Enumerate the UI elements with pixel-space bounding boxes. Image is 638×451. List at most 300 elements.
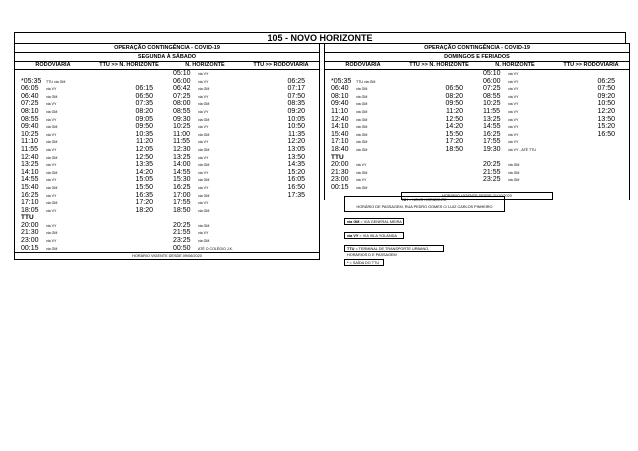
route-variant: via GM <box>46 170 58 175</box>
table-cell <box>91 192 167 200</box>
route-variant: via VY <box>198 94 209 99</box>
legend-key: NH <box>402 198 408 202</box>
departure-time: 05:10 <box>173 70 191 77</box>
departure-time: 09:40 <box>21 123 39 131</box>
legend-gm <box>344 218 404 225</box>
table-cell <box>243 161 319 169</box>
departure-time: 10:25 <box>173 123 191 131</box>
table-cell <box>325 161 401 169</box>
table-cell <box>553 169 629 177</box>
route-variant: via GM <box>198 208 210 213</box>
departure-time: *05:35 <box>331 77 352 85</box>
table-cell <box>553 93 629 101</box>
departure-time: 15:40 <box>331 130 349 138</box>
route-variant: via VY <box>46 163 57 168</box>
departure-time: 06:50 <box>445 85 463 93</box>
departure-time: 12:40 <box>21 153 39 161</box>
legend-text: = VIA GENERAL MEIRA <box>360 220 402 224</box>
table-cell <box>325 176 401 184</box>
table-cell <box>243 192 319 200</box>
table-cell <box>15 154 91 162</box>
departure-time: 17:55 <box>483 138 501 146</box>
departure-time: 16:50 <box>287 183 305 191</box>
table-cell <box>553 146 629 154</box>
table-row <box>15 199 319 207</box>
departure-time: 08:35 <box>287 100 305 108</box>
departure-time: 20:00 <box>21 221 39 229</box>
table-cell <box>91 116 167 124</box>
departure-time: 08:20 <box>445 92 463 100</box>
route-variant: via GM <box>46 140 58 145</box>
table-row <box>15 184 319 192</box>
departure-time: 23:00 <box>21 237 39 245</box>
ttu-label: TTU <box>331 153 344 161</box>
route-variant: via GM <box>46 155 58 160</box>
route-variant: via GM <box>356 87 368 92</box>
route-variant: via VY <box>198 155 209 160</box>
table-row <box>15 93 319 101</box>
table-cell <box>243 214 319 222</box>
departure-time: 17:20 <box>135 199 153 207</box>
departure-time: 12:20 <box>287 138 305 146</box>
departure-time: 13:25 <box>173 153 191 161</box>
table-row <box>15 222 319 230</box>
departure-time: 11:35 <box>288 130 305 138</box>
table-cell <box>167 154 243 162</box>
departure-time: 17:10 <box>21 199 39 207</box>
route-variant: via GM <box>508 170 520 175</box>
departure-time: 16:50 <box>597 130 615 138</box>
table-row <box>15 138 319 146</box>
table-cell <box>553 138 629 146</box>
table-cell <box>477 184 553 192</box>
departure-time: 17:00 <box>173 191 191 199</box>
table-cell <box>401 70 477 78</box>
departure-time: 15:20 <box>287 168 305 176</box>
departure-time: 14:10 <box>21 168 39 176</box>
table-cell <box>91 207 167 215</box>
table-cell <box>167 199 243 207</box>
route-variant: via VY <box>46 87 57 92</box>
legend-text: = NOVO HORIZONTE <box>408 198 447 202</box>
route-variant: via VY <box>198 231 209 236</box>
route-variant: via GM <box>356 117 368 122</box>
departure-time: 20:25 <box>173 221 191 229</box>
table-cell <box>325 146 401 154</box>
table-cell <box>15 214 91 222</box>
table-row <box>325 184 629 192</box>
table-cell <box>15 161 91 169</box>
departure-time: 00:15 <box>21 244 39 252</box>
panel-subheading: DOMINGOS E FERIADOS <box>325 53 629 62</box>
table-cell <box>553 85 629 93</box>
departure-time: 20:00 <box>331 161 349 169</box>
table-cell <box>167 222 243 230</box>
departure-time: 10:50 <box>597 100 615 108</box>
table-cell <box>243 176 319 184</box>
table-cell <box>325 123 401 131</box>
table-cell <box>15 176 91 184</box>
table-row <box>325 176 629 184</box>
route-variant: via VY - ATÉ TTU <box>508 147 536 152</box>
route-variant: via VY <box>356 163 367 168</box>
table-cell <box>325 154 401 162</box>
departure-time: 17:35 <box>287 191 305 199</box>
table-row <box>325 123 629 131</box>
table-cell <box>167 100 243 108</box>
table-cell <box>243 93 319 101</box>
table-cell <box>325 93 401 101</box>
table-cell <box>243 123 319 131</box>
route-variant: via GM <box>46 201 58 206</box>
table-cell <box>477 169 553 177</box>
table-cell <box>167 176 243 184</box>
table-cell <box>243 131 319 139</box>
table-cell <box>91 237 167 245</box>
table-cell <box>553 176 629 184</box>
table-row <box>325 161 629 169</box>
table-row <box>325 154 629 162</box>
route-variant: via VY <box>508 117 519 122</box>
departure-time: 06:25 <box>597 77 615 85</box>
departure-time: 14:20 <box>135 168 153 176</box>
departure-time: 08:55 <box>173 107 191 115</box>
departure-time: 06:15 <box>135 85 153 93</box>
table-cell <box>91 214 167 222</box>
table-cell <box>167 70 243 78</box>
departure-time: 16:35 <box>135 191 153 199</box>
departure-time: 17:10 <box>331 138 349 146</box>
table-row <box>325 169 629 177</box>
table-cell <box>243 199 319 207</box>
table-cell <box>167 123 243 131</box>
schedule-rows <box>325 70 629 192</box>
table-cell <box>15 192 91 200</box>
table-cell <box>91 70 167 78</box>
route-variant: via VY <box>508 94 519 99</box>
col-header-rodoviaria: RODOVIÁRIA <box>35 62 71 68</box>
route-variant: via GM <box>46 231 58 236</box>
table-cell <box>325 116 401 124</box>
departure-time: 23:25 <box>483 176 501 184</box>
table-cell <box>553 161 629 169</box>
departure-time: 13:25 <box>483 115 501 123</box>
table-row <box>325 116 629 124</box>
table-cell <box>477 100 553 108</box>
table-cell <box>553 108 629 116</box>
route-variant: via VY <box>508 140 519 145</box>
table-cell <box>401 116 477 124</box>
departure-time: 18:40 <box>331 145 349 153</box>
departure-time: 19:30 <box>483 145 501 153</box>
table-cell <box>15 70 91 78</box>
departure-time: 15:20 <box>597 123 615 131</box>
table-cell <box>167 146 243 154</box>
table-row <box>325 108 629 116</box>
departure-time: 09:05 <box>135 115 153 123</box>
table-cell <box>91 199 167 207</box>
table-row <box>325 70 629 78</box>
table-cell <box>325 169 401 177</box>
route-variant: via GM <box>356 102 368 107</box>
route-variant: via VY <box>508 79 519 84</box>
ttu-label: TTU <box>21 214 34 222</box>
departure-time: 10:35 <box>135 130 153 138</box>
table-cell <box>401 154 477 162</box>
departure-time: 13:50 <box>287 153 305 161</box>
table-cell <box>15 184 91 192</box>
table-cell <box>243 154 319 162</box>
legend-vy <box>344 232 404 239</box>
table-cell <box>477 123 553 131</box>
departure-time: 09:30 <box>173 115 191 123</box>
departure-time: 15:40 <box>21 183 39 191</box>
table-cell <box>401 146 477 154</box>
table-cell <box>243 245 319 253</box>
table-cell <box>243 229 319 237</box>
departure-time: 15:30 <box>173 176 191 184</box>
route-variant: via GM <box>46 246 58 251</box>
col-header-ttu-rod: TTU >> RODOVIÁRIA <box>563 62 619 68</box>
departure-time: 06:40 <box>21 92 39 100</box>
route-variant: via GM <box>46 94 58 99</box>
route-variant: via GM <box>198 147 210 152</box>
route-variant: via GM <box>356 140 368 145</box>
route-variant: via GM <box>198 117 210 122</box>
departure-time: 12:05 <box>135 145 153 153</box>
table-cell <box>243 222 319 230</box>
route-variant: via VY <box>508 125 519 130</box>
table-cell <box>243 237 319 245</box>
departure-time: 07:17 <box>287 85 305 93</box>
departure-time: 09:20 <box>287 107 305 115</box>
route-variant: via GM <box>198 178 210 183</box>
table-cell <box>15 123 91 131</box>
departure-time: 06:00 <box>483 77 501 85</box>
route-variant: via VY <box>46 132 57 137</box>
route-variant: TTU via GM <box>46 79 66 84</box>
table-row <box>325 85 629 93</box>
departure-time: 06:50 <box>135 92 153 100</box>
table-cell <box>553 123 629 131</box>
table-cell <box>167 229 243 237</box>
legend-key: TTU <box>347 247 355 251</box>
table-cell <box>167 184 243 192</box>
table-cell <box>15 245 91 253</box>
departure-time: 12:50 <box>135 153 153 161</box>
table-cell <box>15 199 91 207</box>
table-cell <box>167 245 243 253</box>
departure-time: 13:35 <box>135 161 153 169</box>
table-cell <box>553 100 629 108</box>
table-cell <box>91 161 167 169</box>
table-cell <box>477 154 553 162</box>
departure-time: 14:55 <box>173 168 191 176</box>
route-variant: via GM <box>356 132 368 137</box>
legend-nh <box>344 196 505 212</box>
departure-time: 11:10 <box>331 107 348 115</box>
departure-time: 08:55 <box>483 92 501 100</box>
departure-time: 20:25 <box>483 161 501 169</box>
table-row <box>325 100 629 108</box>
table-cell <box>325 100 401 108</box>
table-cell <box>91 154 167 162</box>
departure-time: 13:05 <box>287 145 305 153</box>
departure-time: 14:10 <box>331 123 349 131</box>
route-variant: via GM <box>198 223 210 228</box>
departure-time: 11:55 <box>483 107 500 115</box>
table-cell <box>477 161 553 169</box>
table-cell <box>477 108 553 116</box>
table-cell <box>477 131 553 139</box>
table-row <box>325 146 629 154</box>
table-cell <box>401 93 477 101</box>
route-variant: via VY <box>198 79 209 84</box>
table-row <box>15 116 319 124</box>
table-cell <box>15 100 91 108</box>
table-row <box>325 93 629 101</box>
departure-time: 08:55 <box>21 115 39 123</box>
route-variant: via VY <box>198 140 209 145</box>
table-cell <box>401 169 477 177</box>
legend-star <box>344 259 384 266</box>
table-cell <box>243 184 319 192</box>
departure-time: 15:50 <box>135 183 153 191</box>
table-row <box>325 131 629 139</box>
legend-text: = SAÍDA DO TTU <box>349 261 380 265</box>
route-variant: via VY <box>508 132 519 137</box>
departure-time: 07:25 <box>21 100 39 108</box>
table-cell <box>91 131 167 139</box>
departure-time: 14:55 <box>483 123 501 131</box>
table-cell <box>167 116 243 124</box>
table-row <box>15 214 319 222</box>
route-variant: via GM <box>508 178 520 183</box>
route-variant: via GM <box>198 132 210 137</box>
departure-time: 14:20 <box>445 123 463 131</box>
departure-time: 15:50 <box>445 130 463 138</box>
route-variant: via VY <box>198 201 209 206</box>
table-cell <box>401 184 477 192</box>
table-cell <box>91 93 167 101</box>
table-cell <box>243 70 319 78</box>
route-variant: via GM <box>46 109 58 114</box>
table-cell <box>401 123 477 131</box>
table-cell <box>243 116 319 124</box>
table-cell <box>401 78 477 86</box>
table-cell <box>553 184 629 192</box>
legend-text: = VIA VILA YOLANDA <box>359 234 397 238</box>
departure-time: 10:50 <box>287 123 305 131</box>
route-variant: via VY <box>198 109 209 114</box>
departure-time: 00:50 <box>173 244 191 252</box>
departure-time: 06:25 <box>287 77 305 85</box>
table-cell <box>167 192 243 200</box>
departure-time: 17:20 <box>445 138 463 146</box>
departure-time: 12:40 <box>331 115 349 123</box>
table-row <box>15 131 319 139</box>
table-cell <box>91 176 167 184</box>
departure-time: 06:40 <box>331 85 349 93</box>
departure-time: 16:05 <box>287 176 305 184</box>
table-cell <box>477 116 553 124</box>
legend-key: via GM <box>347 220 360 224</box>
departure-time: 07:50 <box>287 92 305 100</box>
table-row <box>15 192 319 200</box>
departure-time: 16:25 <box>483 130 501 138</box>
col-header-ttu-nh: TTU >> N. HORIZONTE <box>99 62 159 68</box>
table-cell <box>325 78 401 86</box>
route-variant: via VY <box>46 193 57 198</box>
departure-time: 07:50 <box>597 85 615 93</box>
table-row <box>15 207 319 215</box>
departure-time: 06:00 <box>173 77 191 85</box>
departure-time: 00:15 <box>331 183 349 191</box>
table-cell <box>477 70 553 78</box>
table-cell <box>243 138 319 146</box>
departure-time: 11:55 <box>21 145 38 153</box>
column-headers <box>15 62 319 70</box>
departure-time: 07:35 <box>135 100 153 108</box>
route-variant: via GM <box>198 239 210 244</box>
col-header-ttu-nh: TTU >> N. HORIZONTE <box>409 62 469 68</box>
route-variant: via VY <box>46 178 57 183</box>
table-cell <box>91 108 167 116</box>
table-cell <box>325 108 401 116</box>
table-cell <box>91 85 167 93</box>
legend-key: * <box>347 261 349 265</box>
table-cell <box>167 207 243 215</box>
table-row <box>15 100 319 108</box>
table-cell <box>325 184 401 192</box>
table-cell <box>91 222 167 230</box>
holiday-schedule-panel <box>324 43 630 200</box>
panel-footer: HORÁRIO VIGENTE DESDE 09/06/2020 <box>15 252 319 259</box>
route-variant: via VY <box>46 102 57 107</box>
route-variant: via VY <box>508 109 519 114</box>
table-cell <box>167 161 243 169</box>
table-cell <box>15 116 91 124</box>
departure-time: 12:30 <box>173 145 191 153</box>
table-cell <box>15 146 91 154</box>
departure-time: 08:00 <box>173 100 191 108</box>
table-cell <box>91 146 167 154</box>
departure-time: 09:20 <box>597 92 615 100</box>
table-cell <box>243 100 319 108</box>
departure-time: 10:05 <box>287 115 305 123</box>
departure-time: 18:50 <box>445 145 463 153</box>
departure-time: 09:50 <box>135 123 153 131</box>
route-variant: via VY <box>198 170 209 175</box>
departure-time: 14:00 <box>173 161 191 169</box>
route-variant: via GM <box>198 193 210 198</box>
table-cell <box>243 169 319 177</box>
col-header-rodoviaria: RODOVIÁRIA <box>345 62 381 68</box>
panel-heading: OPERAÇÃO CONTINGÊNCIA - COVID-19 <box>15 44 319 53</box>
table-cell <box>477 176 553 184</box>
departure-time: 21:30 <box>21 229 39 237</box>
departure-time: *05:35 <box>21 77 42 85</box>
departure-time: 12:50 <box>445 115 463 123</box>
table-row <box>15 123 319 131</box>
table-cell <box>15 222 91 230</box>
route-variant: via VY <box>198 185 209 190</box>
table-cell <box>91 100 167 108</box>
route-variant: via VY <box>46 147 57 152</box>
departure-time: 11:10 <box>21 138 38 146</box>
departure-time: 13:25 <box>21 161 39 169</box>
departure-time: 18:20 <box>135 206 153 214</box>
